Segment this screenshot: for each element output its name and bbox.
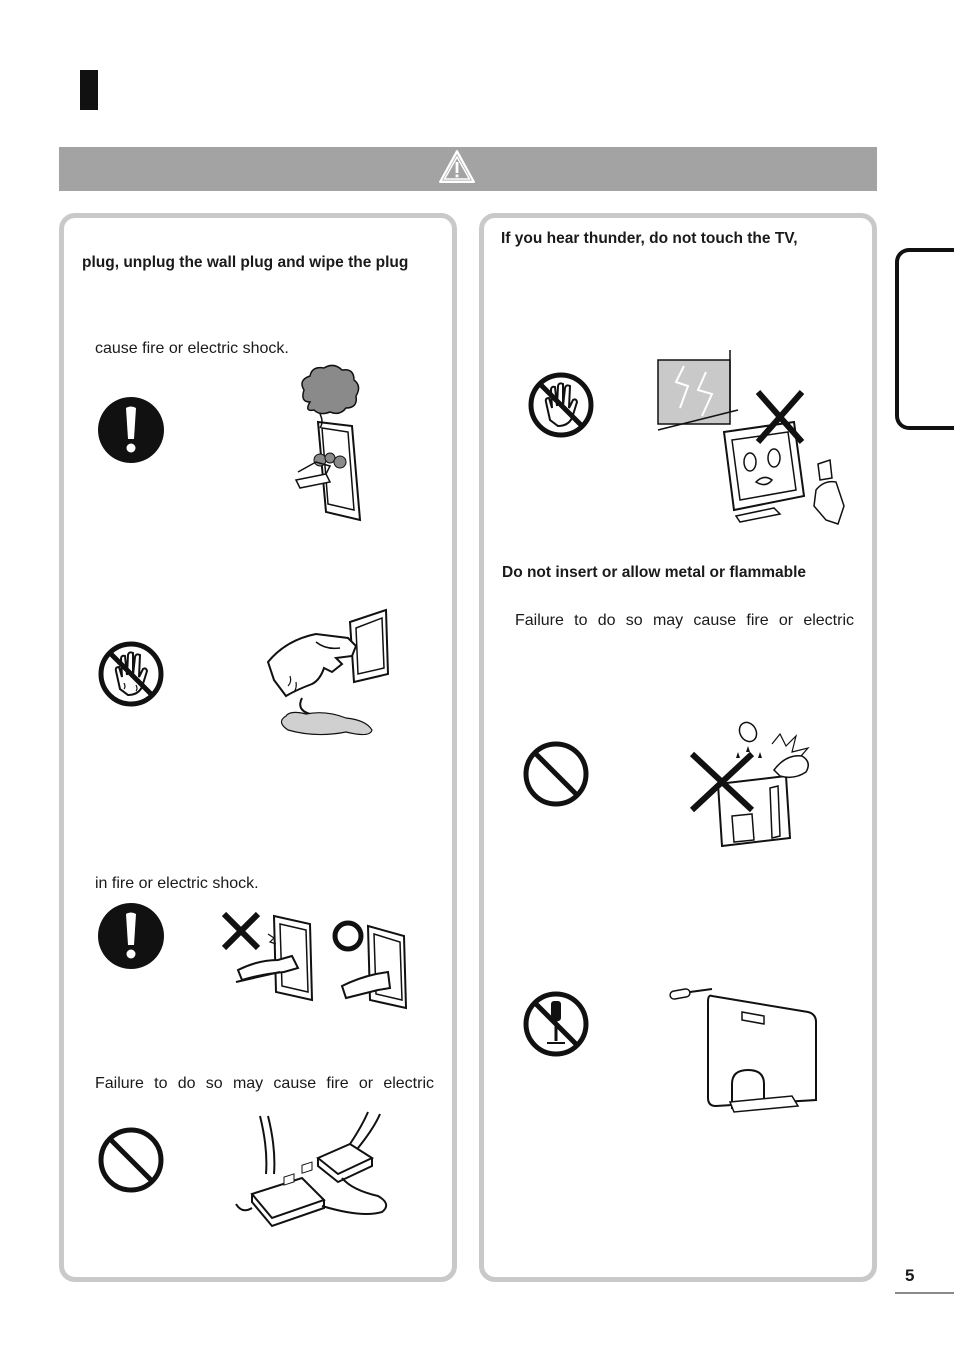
thunder-tv-illustration	[654, 346, 850, 528]
smoking-outlet-illustration	[290, 362, 365, 522]
tv-back-screwdriver-illustration	[668, 988, 820, 1116]
metal-warning-text: Failure to do so may cause fire or electric	[515, 612, 854, 629]
exclamation-mandatory-icon	[98, 903, 164, 969]
exclamation-mandatory-icon	[98, 397, 164, 463]
warning-triangle-icon	[438, 149, 476, 185]
no-wet-hands-icon	[98, 641, 164, 707]
no-touch-icon	[528, 372, 594, 438]
metal-heading: Do not insert or allow metal or flammable	[502, 564, 807, 581]
left-heading: plug, unplug the wall plug and wipe the plug	[82, 254, 409, 271]
side-tab	[895, 248, 954, 430]
wet-hand-plug-illustration	[266, 606, 390, 742]
dust-warning-text: cause fire or electric shock.	[95, 340, 289, 357]
warning-band	[59, 147, 877, 191]
outlet-warning-text: Failure to do so may cause fire or electric	[95, 1075, 434, 1092]
prohibition-icon	[98, 1127, 164, 1193]
prohibition-icon	[523, 741, 589, 807]
thunder-heading: If you hear thunder, do not touch the TV,	[501, 230, 798, 247]
objects-into-tv-illustration	[690, 718, 818, 850]
plug-insertion-illustration	[218, 910, 410, 1014]
overloaded-power-strip-illustration	[232, 1108, 394, 1230]
section-title-marker	[80, 70, 98, 110]
plug-warning-text: in fire or electric shock.	[95, 875, 259, 892]
page-number-rule	[895, 1292, 954, 1294]
page-number: 5	[905, 1266, 915, 1285]
no-disassembly-icon	[523, 991, 589, 1057]
